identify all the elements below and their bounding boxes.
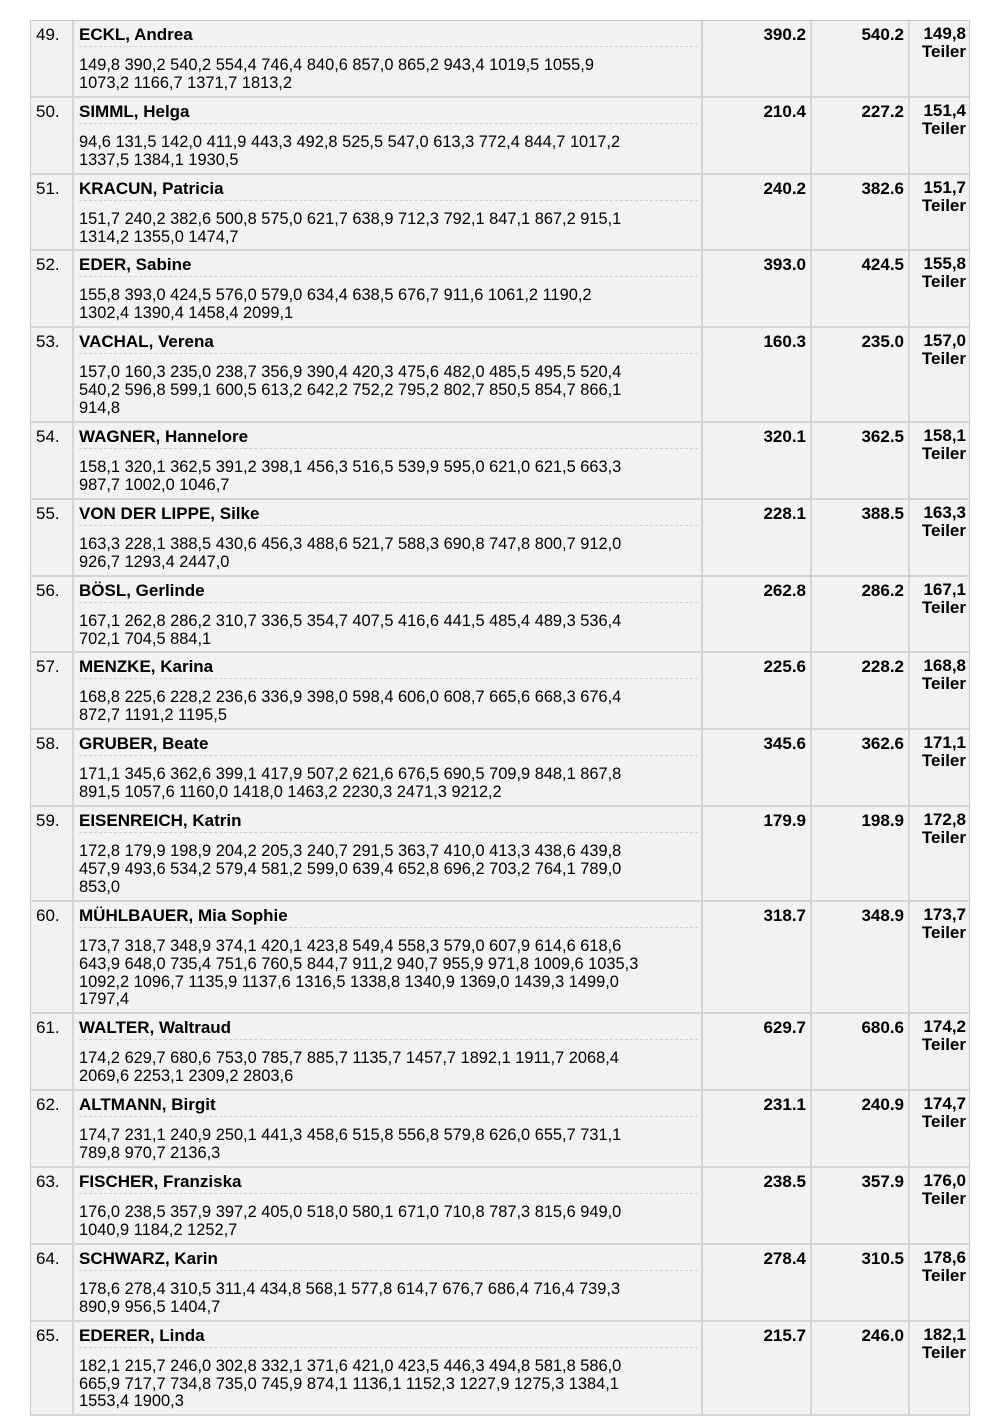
shot-series-line: 702,1 704,5 884,1 (79, 629, 212, 648)
shooter-name: EDER, Sabine (79, 254, 698, 277)
teiler-cell (910, 251, 969, 326)
result-row (30, 328, 970, 423)
shot-series (79, 1117, 701, 1163)
teiler-value: 167,1 (923, 579, 966, 599)
rank-cell: 49. (31, 21, 74, 96)
teiler-unit-label: Teiler (921, 828, 966, 848)
teiler-unit-label: Teiler (921, 349, 966, 369)
teiler-unit-label: Teiler (921, 597, 966, 617)
teiler-cell (910, 423, 969, 498)
shooter-cell (74, 730, 703, 805)
shooter-name: GRUBER, Beate (79, 733, 698, 756)
result-row (30, 730, 970, 807)
rank-cell: 52. (31, 251, 74, 326)
shooter-cell (74, 175, 703, 250)
value-2-cell: 227.2 (812, 98, 910, 173)
value-1-cell: 225.6 (703, 653, 812, 728)
teiler-value: 173,7 (923, 904, 966, 924)
rank-cell: 64. (31, 1245, 74, 1320)
teiler-unit-label: Teiler (921, 1035, 966, 1055)
result-row (30, 1091, 970, 1168)
result-row (30, 1014, 970, 1091)
teiler-unit-label: Teiler (921, 272, 966, 292)
value-2-cell: 286.2 (812, 577, 910, 652)
shot-series-line: 1314,2 1355,0 1474,7 (79, 227, 239, 246)
teiler-cell (910, 175, 969, 250)
rank-cell: 50. (31, 98, 74, 173)
teiler-value: 178,6 (923, 1247, 966, 1267)
teiler-unit-label: Teiler (921, 118, 966, 138)
shot-series (79, 124, 701, 170)
value-1-cell: 160.3 (703, 328, 812, 421)
teiler-value: 174,7 (923, 1094, 966, 1114)
shooter-name: FISCHER, Franziska (79, 1171, 698, 1194)
teiler-value: 171,1 (923, 733, 966, 753)
shooter-name: EISENREICH, Katrin (79, 810, 698, 833)
shot-series-line: 172,8 179,9 198,9 204,2 205,3 240,7 291,5 363,7 410,0 413,3 438,6 439,8 (79, 842, 622, 861)
shooter-cell (74, 1014, 703, 1089)
shooter-cell (74, 807, 703, 900)
value-1-cell: 240.2 (703, 175, 812, 250)
teiler-value: 176,0 (923, 1171, 966, 1190)
shot-series-line: 149,8 390,2 540,2 554,4 746,4 840,6 857,0 865,2 943,4 1019,5 1055,9 (79, 56, 594, 74)
shooter-cell (74, 653, 703, 728)
value-1-cell: 345.6 (703, 730, 812, 805)
shooter-name: KRACUN, Patricia (79, 178, 698, 201)
teiler-unit-label: Teiler (921, 751, 966, 771)
rank-cell: 53. (31, 328, 74, 421)
teiler-cell (910, 328, 969, 421)
teiler-value: 157,0 (923, 331, 966, 351)
result-row (30, 1245, 970, 1322)
teiler-value: 163,3 (923, 502, 966, 522)
shot-series-line: 1797,4 (79, 990, 130, 1009)
value-2-cell: 310.5 (812, 1245, 910, 1320)
teiler-cell (910, 730, 969, 805)
shooter-cell (74, 1245, 703, 1320)
teiler-unit-label: Teiler (921, 42, 966, 61)
teiler-value: 172,8 (923, 810, 966, 830)
rank-cell: 60. (31, 902, 74, 1013)
rank-cell: 63. (31, 1168, 74, 1243)
result-row (30, 21, 970, 98)
teiler-value: 158,1 (923, 425, 966, 445)
teiler-cell (910, 807, 969, 900)
shot-series-line: 853,0 (79, 877, 121, 896)
shot-series-line: 891,5 1057,6 1160,0 1418,0 1463,2 2230,3 2471,3 9212,2 (79, 783, 502, 802)
teiler-cell (910, 1245, 969, 1320)
value-2-cell: 348.9 (812, 902, 910, 1013)
teiler-cell (910, 500, 969, 575)
shooter-name: WAGNER, Hannelore (79, 426, 698, 449)
shot-series-line: 540,2 596,8 599,1 600,5 613,2 642,2 752,2 795,2 802,7 850,5 854,7 866,1 (79, 381, 622, 400)
shot-series-line: 174,2 629,7 680,6 753,0 785,7 885,7 1135,7 1457,7 1892,1 1911,7 2068,4 (79, 1049, 619, 1068)
rank-cell: 57. (31, 653, 74, 728)
result-row (30, 902, 970, 1015)
shot-series (79, 1348, 701, 1412)
result-row (30, 500, 970, 577)
result-row (30, 98, 970, 175)
teiler-unit-label: Teiler (921, 443, 966, 463)
shooter-cell (74, 1322, 703, 1415)
shot-series (79, 201, 701, 247)
value-1-cell: 228.1 (703, 500, 812, 575)
shot-series-line: 2069,6 2253,1 2309,2 2803,6 (79, 1067, 294, 1086)
teiler-unit-label: Teiler (921, 1189, 966, 1208)
shot-series-line: 178,6 278,4 310,5 311,4 434,8 568,1 577,8 614,7 676,7 686,4 716,4 739,3 (79, 1279, 621, 1298)
shot-series-line: 1040,9 1184,2 1252,7 (79, 1220, 238, 1239)
shooter-cell (74, 577, 703, 652)
value-1-cell: 393.0 (703, 251, 812, 326)
value-2-cell: 240.9 (812, 1091, 910, 1166)
teiler-cell (910, 1014, 969, 1089)
shot-series-line: 94,6 131,5 142,0 411,9 443,3 492,8 525,5 547,0 613,3 772,4 844,7 1017,2 (79, 132, 621, 151)
rank-cell: 51. (31, 175, 74, 250)
result-row (30, 251, 970, 328)
shot-series (79, 449, 701, 495)
shot-series-line: 151,7 240,2 382,6 500,8 575,0 621,7 638,9 712,3 792,1 847,1 867,2 915,1 (79, 209, 622, 228)
teiler-cell (910, 1322, 969, 1415)
shooter-name: ALTMANN, Birgit (79, 1094, 698, 1117)
teiler-value: 151,7 (923, 177, 966, 197)
rank-cell: 59. (31, 807, 74, 900)
result-row (30, 577, 970, 654)
value-2-cell: 235.0 (812, 328, 910, 421)
teiler-unit-label: Teiler (921, 674, 966, 694)
shooter-name: MENZKE, Karina (79, 656, 698, 679)
rank-cell: 56. (31, 577, 74, 652)
shot-series-line: 171,1 345,6 362,6 399,1 417,9 507,2 621,6 676,5 690,5 709,9 848,1 867,8 (79, 765, 622, 784)
shooter-cell (74, 98, 703, 173)
teiler-cell (910, 1091, 969, 1166)
shooter-name: EDERER, Linda (79, 1325, 698, 1348)
teiler-cell (910, 21, 969, 96)
shot-series (79, 928, 701, 1010)
value-2-cell: 198.9 (812, 807, 910, 900)
shot-series (79, 756, 701, 802)
shooter-cell (74, 500, 703, 575)
shot-series-line: 176,0 238,5 357,9 397,2 405,0 518,0 580,1 671,0 710,8 787,3 815,6 949,0 (79, 1203, 622, 1221)
value-1-cell: 238.5 (703, 1168, 812, 1243)
value-1-cell: 629.7 (703, 1014, 812, 1089)
shot-series-line: 1092,2 1096,7 1135,9 1137,6 1316,5 1338,8 1340,9 1369,0 1439,3 1499,0 (79, 972, 619, 991)
teiler-value: 174,2 (923, 1017, 966, 1037)
shot-series (79, 526, 701, 572)
value-2-cell: 388.5 (812, 500, 910, 575)
value-2-cell: 362.5 (812, 423, 910, 498)
result-row (30, 807, 970, 902)
rank-cell: 55. (31, 500, 74, 575)
shot-series-line: 182,1 215,7 246,0 302,8 332,1 371,6 421,0 423,5 446,3 494,8 581,8 586,0 (79, 1356, 622, 1375)
teiler-cell (910, 577, 969, 652)
rank-cell: 62. (31, 1091, 74, 1166)
shot-series-line: 789,8 970,7 2136,3 (79, 1144, 221, 1163)
value-2-cell: 246.0 (812, 1322, 910, 1415)
rank-cell: 58. (31, 730, 74, 805)
teiler-unit-label: Teiler (921, 1342, 966, 1362)
shot-series-line: 1302,4 1390,4 1458,4 2099,1 (79, 304, 294, 323)
results-table (30, 20, 970, 1416)
rank-cell: 65. (31, 1322, 74, 1415)
shooter-cell (74, 423, 703, 498)
shot-series-line: 163,3 228,1 388,5 430,6 456,3 488,6 521,7 588,3 690,8 747,8 800,7 912,0 (79, 534, 622, 553)
value-2-cell: 362.6 (812, 730, 910, 805)
shot-series-line: 1073,2 1166,7 1371,7 1813,2 (79, 73, 292, 92)
shot-series-line: 872,7 1191,2 1195,5 (79, 706, 227, 725)
result-row (30, 1322, 970, 1416)
shooter-name: SCHWARZ, Karin (79, 1248, 698, 1271)
teiler-value: 149,8 (923, 24, 966, 43)
teiler-unit-label: Teiler (921, 1265, 966, 1285)
rank-cell: 61. (31, 1014, 74, 1089)
value-2-cell: 382.6 (812, 175, 910, 250)
shot-series (79, 1271, 701, 1317)
value-2-cell: 424.5 (812, 251, 910, 326)
shot-series-line: 457,9 493,6 534,2 579,4 581,2 599,0 639,4 652,8 696,2 703,2 764,1 789,0 (79, 859, 622, 878)
shooter-name: ECKL, Andrea (79, 24, 698, 47)
shot-series (79, 354, 701, 418)
shot-series (79, 603, 701, 649)
value-2-cell: 228.2 (812, 653, 910, 728)
shooter-cell (74, 21, 703, 96)
shot-series-line: 926,7 1293,4 2447,0 (79, 552, 230, 571)
value-2-cell: 540.2 (812, 21, 910, 96)
value-1-cell: 215.7 (703, 1322, 812, 1415)
teiler-cell (910, 1168, 969, 1243)
shot-series (79, 1194, 701, 1240)
teiler-unit-label: Teiler (921, 922, 966, 942)
value-1-cell: 179.9 (703, 807, 812, 900)
value-2-cell: 680.6 (812, 1014, 910, 1089)
value-1-cell: 278.4 (703, 1245, 812, 1320)
shot-series-line: 987,7 1002,0 1046,7 (79, 475, 230, 494)
value-1-cell: 320.1 (703, 423, 812, 498)
shot-series (79, 47, 701, 93)
teiler-cell (910, 902, 969, 1013)
shooter-name: VON DER LIPPE, Silke (79, 503, 698, 526)
shot-series (79, 277, 701, 323)
teiler-unit-label: Teiler (921, 195, 966, 215)
value-2-cell: 357.9 (812, 1168, 910, 1243)
value-1-cell: 390.2 (703, 21, 812, 96)
result-row (30, 1168, 970, 1245)
teiler-value: 151,4 (923, 100, 966, 120)
shot-series (79, 679, 701, 725)
shot-series-line: 155,8 393,0 424,5 576,0 579,0 634,4 638,5 676,7 911,6 1061,2 1190,2 (79, 286, 592, 305)
shot-series (79, 833, 701, 897)
result-row (30, 175, 970, 252)
shot-series-line: 643,9 648,0 735,4 751,6 760,5 844,7 911,2 940,7 955,9 971,8 1009,6 1035,3 (79, 954, 639, 973)
shot-series-line: 158,1 320,1 362,5 391,2 398,1 456,3 516,5 539,9 595,0 621,0 621,5 663,3 (79, 457, 622, 476)
teiler-value: 182,1 (923, 1324, 966, 1344)
shooter-name: SIMML, Helga (79, 101, 698, 124)
shot-series-line: 890,9 956,5 1404,7 (79, 1297, 221, 1316)
shooter-cell (74, 902, 703, 1013)
teiler-value: 155,8 (923, 254, 966, 274)
shooter-cell (74, 1168, 703, 1243)
shot-series-line: 1337,5 1384,1 1930,5 (79, 150, 239, 169)
value-1-cell: 262.8 (703, 577, 812, 652)
shot-series-line: 173,7 318,7 348,9 374,1 420,1 423,8 549,4 558,3 579,0 607,9 614,6 618,6 (79, 936, 622, 955)
shooter-name: WALTER, Waltraud (79, 1017, 698, 1040)
shooter-cell (74, 328, 703, 421)
value-1-cell: 231.1 (703, 1091, 812, 1166)
shot-series-line: 174,7 231,1 240,9 250,1 441,3 458,6 515,8 556,8 579,8 626,0 655,7 731,1 (79, 1126, 622, 1145)
value-1-cell: 318.7 (703, 902, 812, 1013)
shot-series (79, 1040, 701, 1086)
value-1-cell: 210.4 (703, 98, 812, 173)
teiler-unit-label: Teiler (921, 1112, 966, 1132)
shooter-cell (74, 251, 703, 326)
shot-series-line: 168,8 225,6 228,2 236,6 336,9 398,0 598,4 606,0 608,7 665,6 668,3 676,4 (79, 688, 622, 707)
shot-series-line: 167,1 262,8 286,2 310,7 336,5 354,7 407,5 416,6 441,5 485,4 489,3 536,4 (79, 611, 622, 630)
shot-series-line: 157,0 160,3 235,0 238,7 356,9 390,4 420,3 475,6 482,0 485,5 495,5 520,4 (79, 363, 622, 382)
shooter-name: MÜHLBAUER, Mia Sophie (79, 905, 698, 928)
teiler-unit-label: Teiler (921, 520, 966, 540)
shooter-name: VACHAL, Verena (79, 331, 698, 354)
result-row (30, 423, 970, 500)
teiler-cell (910, 98, 969, 173)
shot-series-line: 914,8 (79, 399, 121, 418)
teiler-cell (910, 653, 969, 728)
shooter-name: BÖSL, Gerlinde (79, 580, 698, 603)
rank-cell: 54. (31, 423, 74, 498)
result-row (30, 653, 970, 730)
shot-series-line: 1553,4 1900,3 (79, 1392, 184, 1411)
teiler-value: 168,8 (923, 656, 966, 676)
shot-series-line: 665,9 717,7 734,8 735,0 745,9 874,1 1136,1 1152,3 1227,9 1275,3 1384,1 (79, 1374, 619, 1393)
shooter-cell (74, 1091, 703, 1166)
